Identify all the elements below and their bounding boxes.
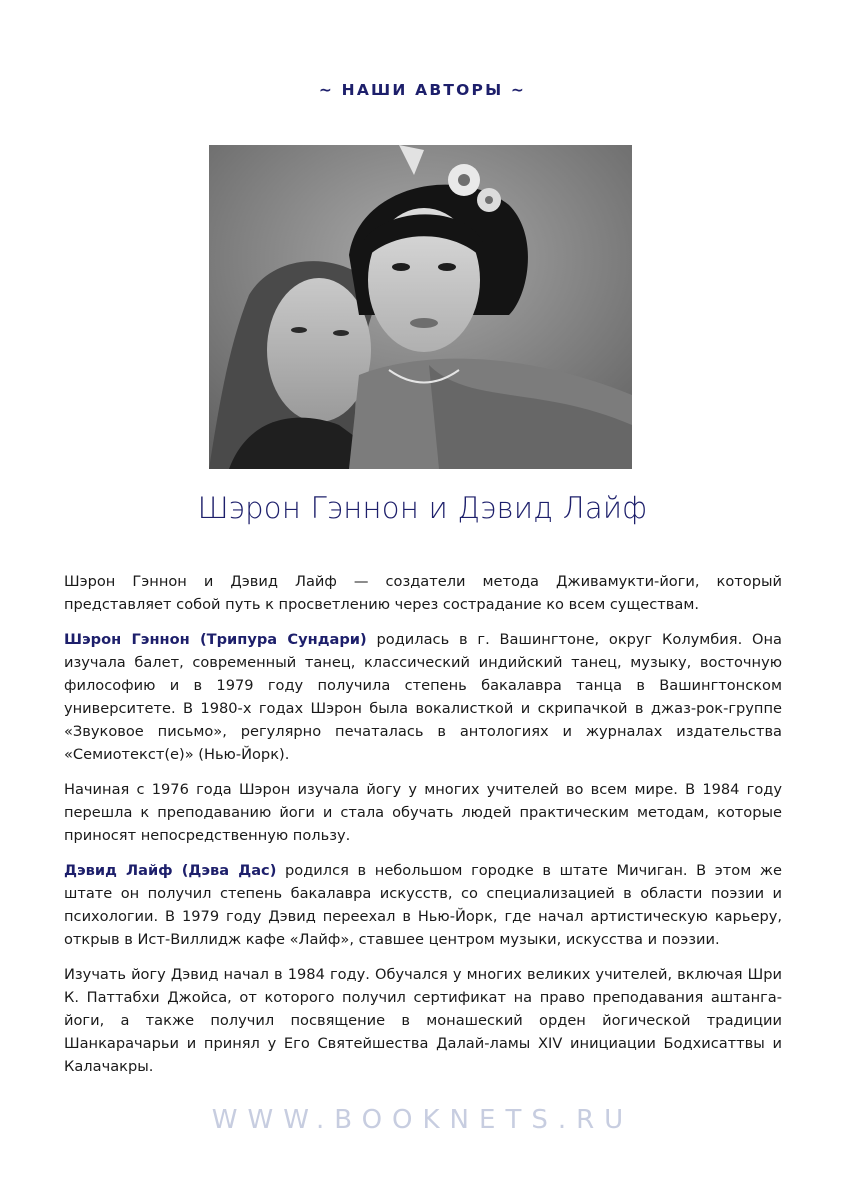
page-title: Шэрон Гэннон и Дэвид Лайф: [197, 491, 648, 525]
article-body: [64, 570, 782, 1090]
paragraph-intro: Шэрон Гэннон и Дэвид Лайф — создатели метода Дживамукти-йоги, который представляет собой путь к просветлению через сострадание ко всем существам.: [64, 573, 782, 613]
david-bio: родился в небольшом городке в штате Мичиган. В этом же штате он получил степень бакалавра искусств, со специализацией в области поэзии и психологии. В 1979 году Дэвид переехал в Нью-Йорк, где начал артистическую карьеру, открыв в Ист-Виллидж кафе «Лайф», ставшее центром музыки, искусства и поэзии.: [64, 862, 782, 948]
paragraph-sharon: [64, 628, 782, 766]
sharon-name: Шэрон Гэннон (Трипура Сундари): [64, 631, 367, 648]
watermark: WWW.BOOKNETS.RU: [211, 1105, 634, 1135]
sharon-bio: родилась в г. Вашингтоне, округ Колумбия. Она изучала балет, современный танец, классический индийский танец, музыку, восточную философию и в 1979 году получила степень бакалавра танца в Вашингтонском университете. В 1980-х годах Шэрон была вокалисткой и скрипачкой в джаз-рок-группе «Звуковое письмо», регулярно печаталась в антологиях и журналах издательства «Семиотекст(е)» (Нью-Йорк).: [64, 631, 782, 763]
section-label: ~ НАШИ АВТОРЫ ~: [318, 81, 527, 99]
paragraph-david: [64, 859, 782, 951]
authors-photo: [209, 145, 632, 469]
david-name: Дэвид Лайф (Дэва Дас): [64, 862, 277, 879]
paragraph-david-teaching: Изучать йогу Дэвид начал в 1984 году. Обучался у многих великих учителей, включая Шри К. Паттабхи Джойса, от которого получил сертификат на право преподавания аштанга-йоги, а также получил посвящение в монашеский орден йогической традиции Шанкарачарьи и принял у Его Святейшества Далай-ламы XIV инициации Бодхисаттвы и Калачакры.: [64, 966, 782, 1075]
paragraph-sharon-teaching: Начиная с 1976 года Шэрон изучала йогу у многих учителей во всем мире. В 1984 году перешла к преподаванию йоги и стала обучать людей практическим методам, которые приносят непосредственную пользу.: [64, 781, 782, 844]
